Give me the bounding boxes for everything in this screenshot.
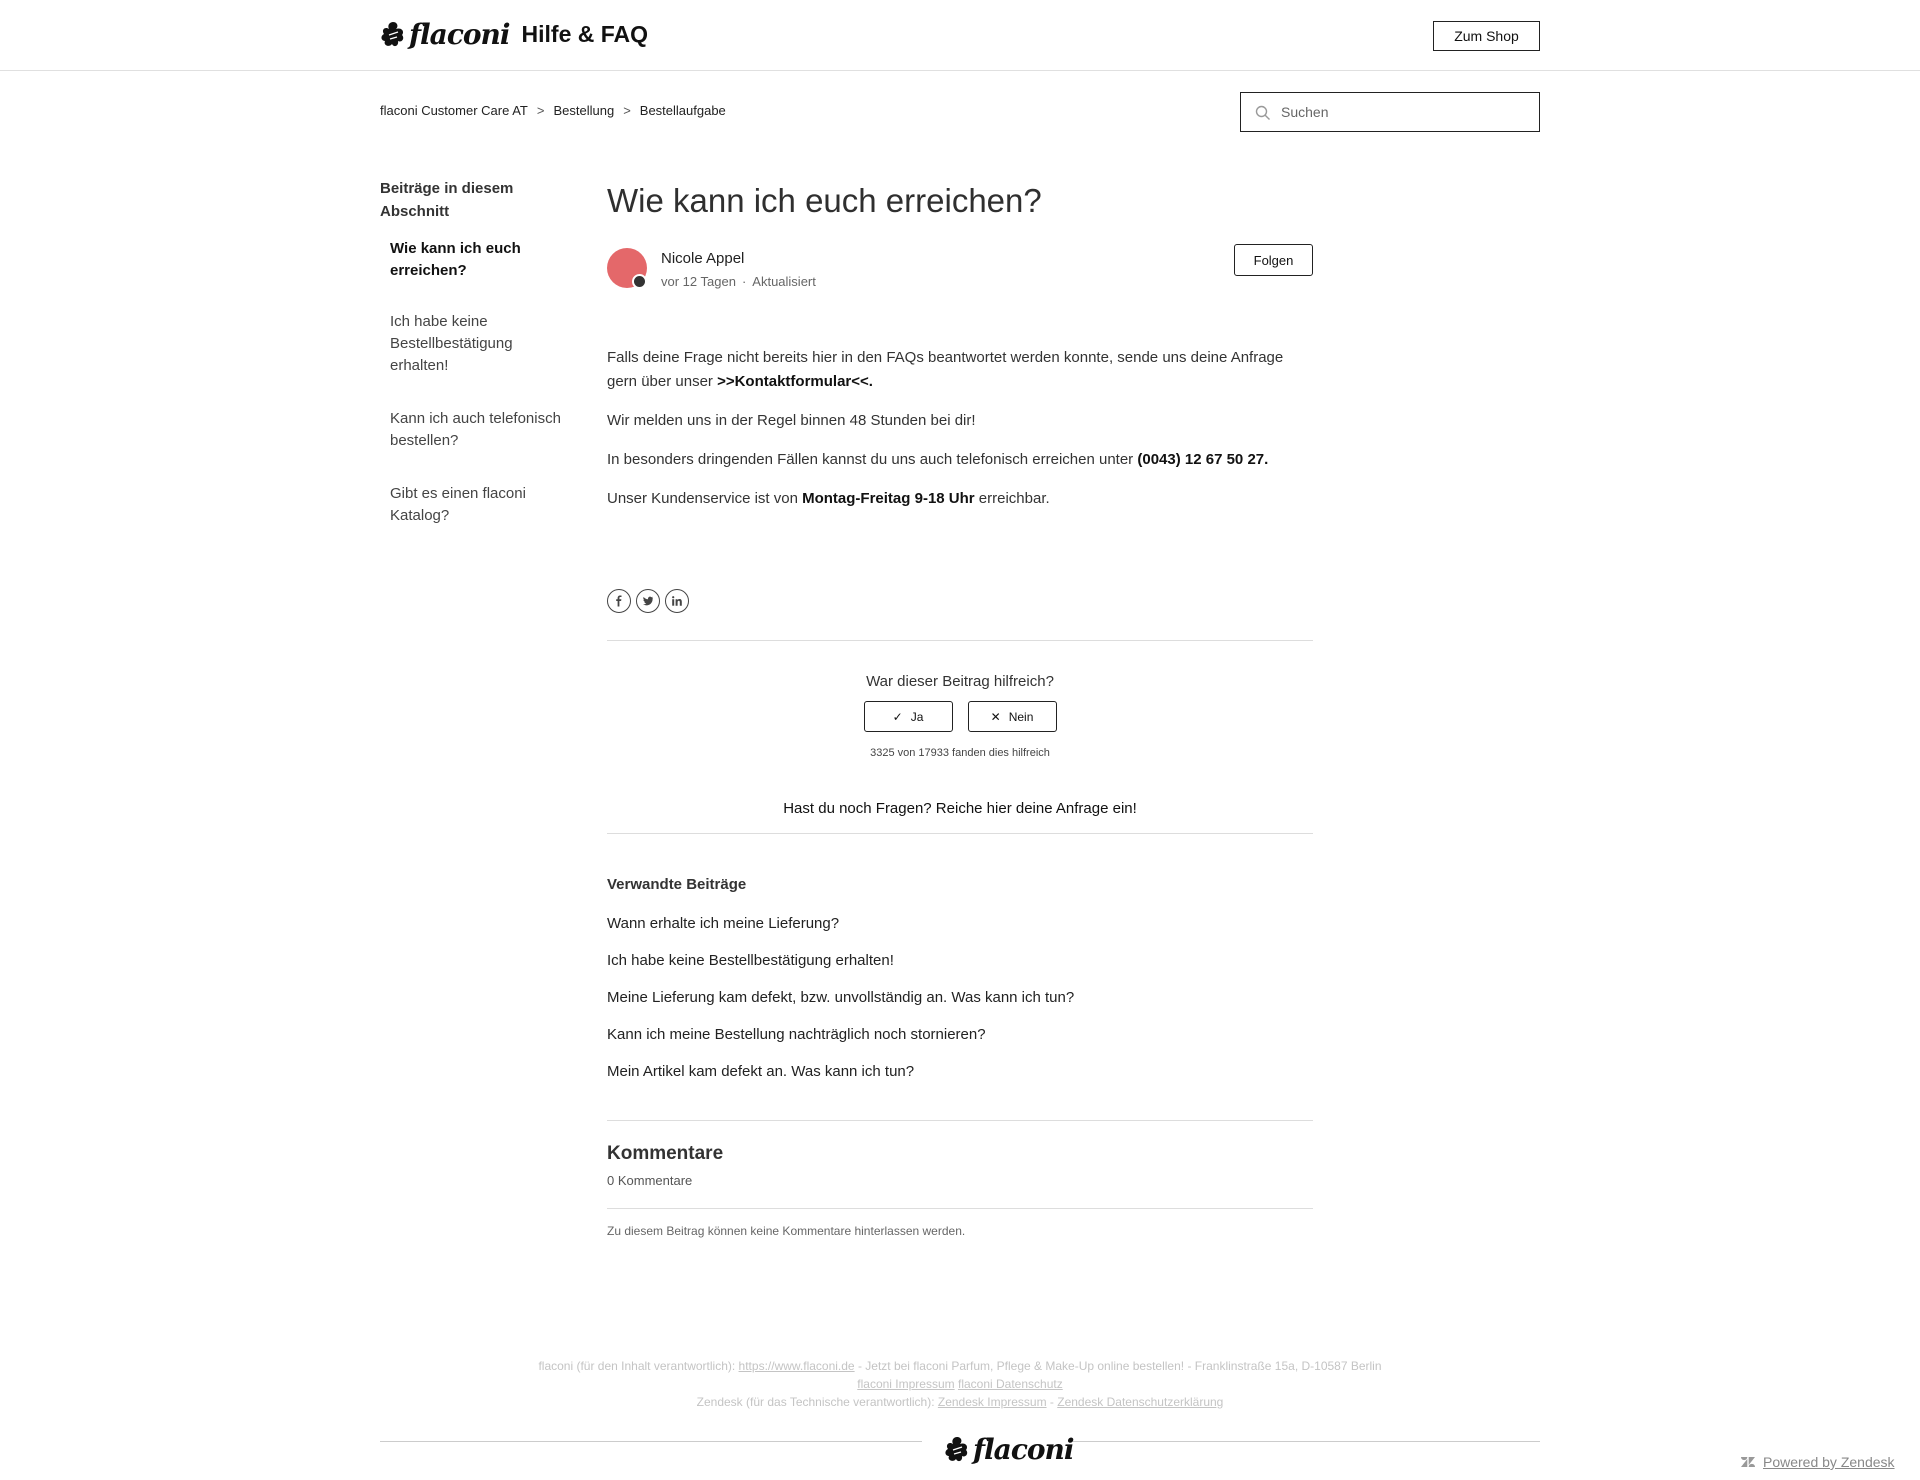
sidebar xyxy=(380,177,570,558)
footer-text: Zendesk (für das Technische verantwortlich): xyxy=(696,1395,938,1409)
flaconi-datenschutz-link[interactable]: flaconi Datenschutz xyxy=(957,1377,1063,1391)
updated-label: Aktualisiert xyxy=(752,274,816,289)
paragraph-text: In besonders dringenden Fällen kannst du uns auch telefonisch erreichen unter xyxy=(607,451,1138,468)
search-box[interactable] xyxy=(1240,92,1540,132)
paragraph-text: Unser Kundenservice ist von xyxy=(607,490,803,507)
article-author xyxy=(607,248,1313,294)
powered-by-zendesk-link[interactable]: Powered by Zendesk xyxy=(1763,1454,1895,1470)
article-paragraph: Wir melden uns in der Regel binnen 48 Stunden bei dir! xyxy=(607,412,976,429)
sidebar-item[interactable]: Ich habe keine Bestellbestätigung erhalten! xyxy=(390,313,513,374)
phone-number: (0043) 12 67 50 27. xyxy=(1137,451,1269,468)
search-input[interactable] xyxy=(1281,101,1531,123)
article-body xyxy=(607,346,1313,511)
breadcrumb-item-bestellung[interactable]: Bestellung xyxy=(553,103,615,118)
sidebar-title: Beiträge in diesem Abschnitt xyxy=(380,180,514,220)
powered-by-zendesk xyxy=(1741,1454,1895,1470)
meta-separator: · xyxy=(741,274,747,289)
vote-yes-button[interactable] xyxy=(864,701,953,732)
vote-no-label: Nein xyxy=(1008,709,1034,724)
logo-wordmark: flaconi xyxy=(409,18,510,51)
paragraph-text: erreichbar. xyxy=(974,490,1050,507)
related-article-link[interactable]: Mein Artikel kam defekt an. Was kann ich tun? xyxy=(607,1063,915,1080)
footer-text: - xyxy=(1046,1395,1058,1409)
footer-logo-wordmark: flaconi xyxy=(973,1433,1074,1466)
related-articles-title: Verwandte Beiträge xyxy=(607,876,747,893)
vote-buttons xyxy=(607,701,1313,732)
author-name[interactable]: Nicole Appel xyxy=(661,250,745,267)
comments-section xyxy=(607,1120,1313,1238)
vote-question: War dieser Beitrag hilfreich? xyxy=(866,673,1054,690)
zendesk-impressum-link[interactable]: Zendesk Impressum xyxy=(937,1395,1047,1409)
related-articles-list xyxy=(607,914,1313,1081)
sidebar-item-current[interactable]: Wie kann ich euch erreichen? xyxy=(390,240,521,279)
footer-text: - Jetzt bei flaconi Parfum, Pflege & Make-Up online bestellen! - Franklinstraße 15a, D-10587 Berlin xyxy=(854,1359,1382,1373)
flaconi-website-link[interactable]: https://www.flaconi.de xyxy=(738,1359,855,1373)
comments-count: 0 Kommentare xyxy=(607,1173,1313,1209)
footer-divider xyxy=(1068,1441,1540,1442)
comments-closed-notice: Zu diesem Beitrag können keine Kommentare hinterlassen werden. xyxy=(607,1224,966,1238)
breadcrumb-separator: > xyxy=(623,103,631,118)
breadcrumb-item-customer-care[interactable]: flaconi Customer Care AT xyxy=(380,103,528,118)
avatar-badge-icon xyxy=(632,274,647,289)
service-hours: Montag-Freitag 9-18 Uhr xyxy=(802,490,975,507)
paragraph-text: Falls deine Frage nicht bereits hier in den FAQs beantwortet werden konnte, sende uns deine Anfrage gern über unser xyxy=(607,349,1284,390)
article-meta xyxy=(661,274,816,289)
zendesk-datenschutz-link[interactable]: Zendesk Datenschutzerklärung xyxy=(1057,1395,1224,1409)
related-articles xyxy=(607,876,1313,1081)
facebook-icon[interactable] xyxy=(607,589,631,613)
flaconi-impressum-link[interactable]: flaconi Impressum xyxy=(857,1377,955,1391)
contact-form-link[interactable]: >>Kontaktformular<<. xyxy=(717,373,873,390)
vote-yes-label: Ja xyxy=(910,709,924,724)
breadcrumb-item-bestellaufgabe[interactable]: Bestellaufgabe xyxy=(639,103,726,118)
breadcrumb xyxy=(380,103,726,118)
article-paragraph xyxy=(607,448,1313,472)
related-article-link[interactable]: Ich habe keine Bestellbestätigung erhalten! xyxy=(607,952,894,969)
sidebar-item[interactable]: Kann ich auch telefonisch bestellen? xyxy=(390,410,561,449)
linkedin-icon[interactable] xyxy=(665,589,689,613)
footer-flaconi-logo[interactable] xyxy=(944,1433,1074,1466)
flaconi-flower-icon xyxy=(944,1435,970,1465)
checkmark-icon: ✓ xyxy=(892,709,903,724)
article-paragraph xyxy=(607,346,1313,394)
footer-line xyxy=(0,1357,1920,1375)
close-icon: ✕ xyxy=(990,709,1001,724)
comments-title: Kommentare xyxy=(607,1143,724,1164)
article-title: Wie kann ich euch erreichen? xyxy=(607,182,1042,219)
footer-line xyxy=(0,1375,1920,1393)
related-article-link[interactable]: Wann erhalte ich meine Lieferung? xyxy=(607,915,840,932)
footer-line xyxy=(0,1393,1920,1411)
flaconi-logo[interactable] xyxy=(380,18,648,51)
article-paragraph xyxy=(607,487,1313,511)
footer-text: flaconi (für den Inhalt verantwortlich): xyxy=(538,1359,739,1373)
related-article-link[interactable]: Meine Lieferung kam defekt, bzw. unvollständig an. Was kann ich tun? xyxy=(607,989,1075,1006)
vote-no-button[interactable] xyxy=(968,701,1057,732)
search-icon xyxy=(1255,105,1271,121)
header xyxy=(0,0,1920,71)
footer xyxy=(0,1357,1920,1411)
footer-divider xyxy=(380,1441,922,1442)
flaconi-flower-icon xyxy=(380,20,406,50)
posted-time: vor 12 Tagen xyxy=(661,274,736,289)
sidebar-item[interactable]: Gibt es einen flaconi Katalog? xyxy=(390,485,526,524)
article xyxy=(607,180,1313,1238)
share-buttons xyxy=(607,589,1313,613)
sidebar-article-list xyxy=(380,238,570,527)
zendesk-icon xyxy=(1741,1456,1755,1468)
related-article-link[interactable]: Kann ich meine Bestellung nachträglich noch stornieren? xyxy=(607,1026,986,1043)
submit-request-link[interactable]: Hast du noch Fragen? Reiche hier deine Anfrage ein! xyxy=(607,800,1313,834)
follow-button[interactable]: Folgen xyxy=(1234,244,1313,276)
page-brand-title: Hilfe & FAQ xyxy=(521,21,649,47)
breadcrumb-separator: > xyxy=(536,103,545,118)
zum-shop-button[interactable]: Zum Shop xyxy=(1433,21,1540,51)
article-vote xyxy=(607,640,1313,834)
vote-count: 3325 von 17933 fanden dies hilfreich xyxy=(870,747,1050,759)
twitter-icon[interactable] xyxy=(636,589,660,613)
